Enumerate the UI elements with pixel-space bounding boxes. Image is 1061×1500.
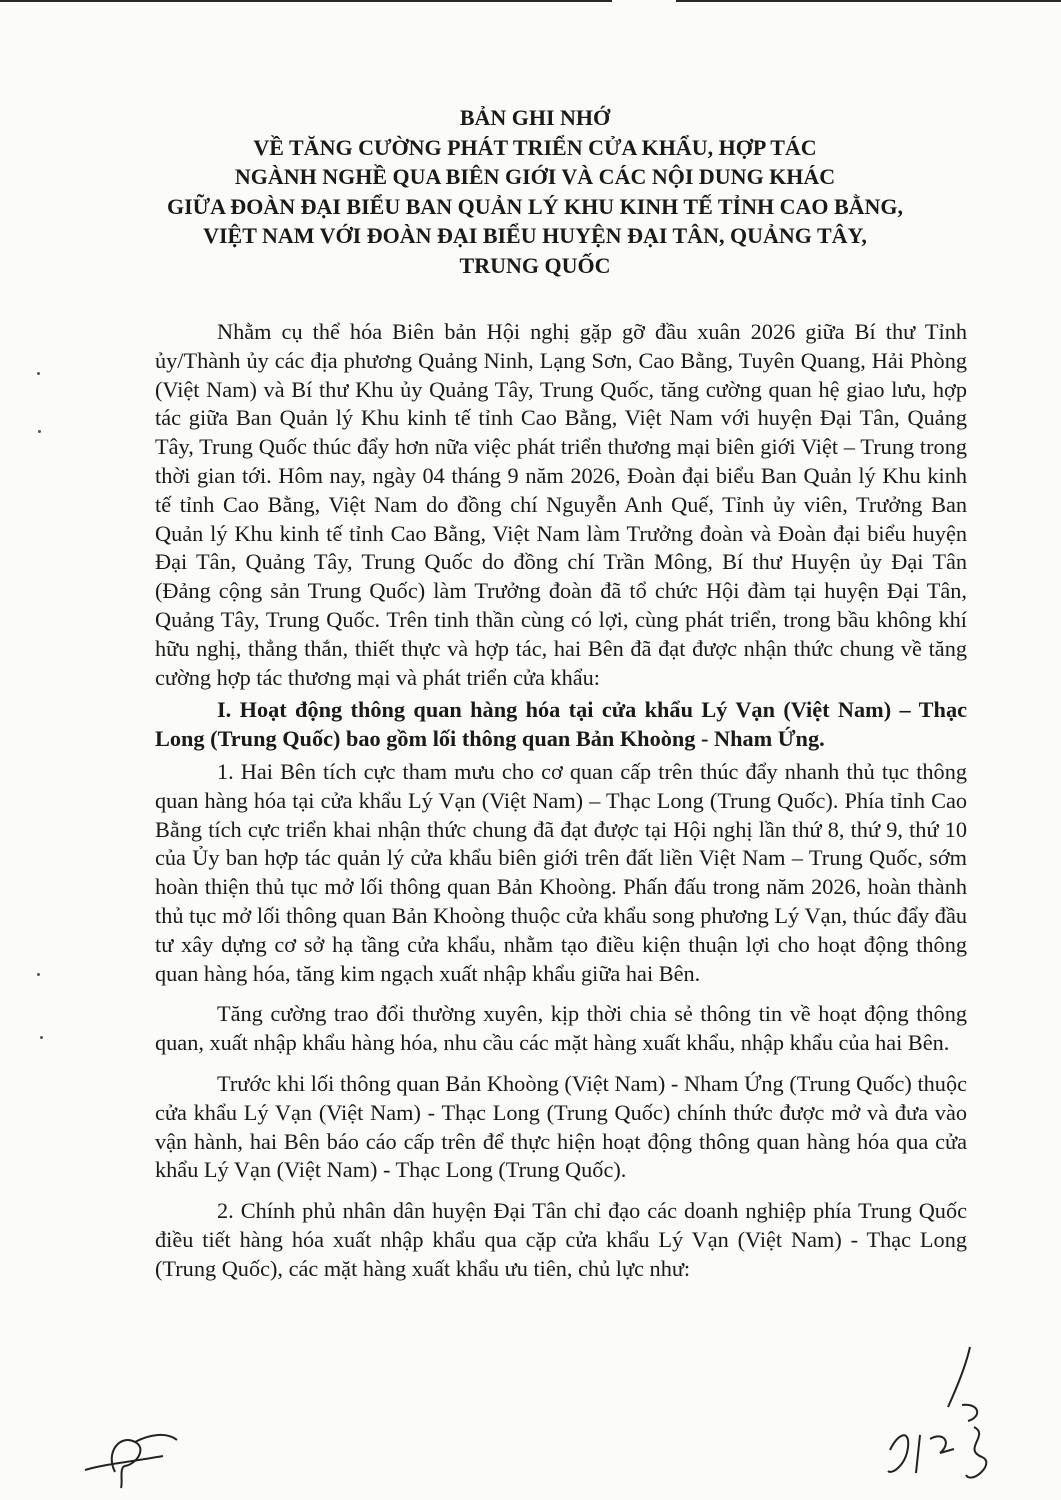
scan-speck xyxy=(38,430,41,433)
title-line-6: TRUNG QUỐC xyxy=(459,252,611,278)
document-title xyxy=(140,103,930,280)
item-paragraph-continued: Tăng cường trao đổi thường xuyên, kịp thời chia sẻ thông tin về hoạt động thông quan, xuất nhập khẩu hàng hóa, nhu cầu các mặt hàng xuất khẩu, nhập khẩu của hai Bên. xyxy=(155,1001,967,1056)
initials-mark-right xyxy=(870,1345,1000,1495)
initials-mark-left xyxy=(75,1412,185,1492)
intro-paragraph: Nhằm cụ thể hóa Biên bản Hội nghị gặp gỡ đầu xuân 2026 giữa Bí thư Tỉnh ủy/Thành ủy các địa phương Quảng Ninh, Lạng Sơn, Cao Bằng, Tuyên Quang, Hải Phòng (Việt Nam) và Bí thư Khu ủy Quảng Tây, Trung Quốc, tăng cường quan hệ giao lưu, hợp tác giữa Ban Quản lý Khu kinh tế tỉnh Cao Bằng, Việt Nam với huyện Đại Tân, Quảng Tây, Trung Quốc thúc đẩy hơn nữa việc phát triển thương mại biên giới Việt – Trung trong thời gian tới. Hôm nay, ngày 04 tháng 9 năm 2026, Đoàn đại biểu Ban Quản lý Khu kinh tế tỉnh Cao Bằng, Việt Nam do đồng chí Nguyễn Anh Quế, Tỉnh ủy viên, Trưởng Ban Quản lý Khu kinh tế tỉnh Cao Bằng, Việt Nam làm Trưởng đoàn và Đoàn đại biểu huyện Đại Tân, Quảng Tây, Trung Quốc do đồng chí Trần Mông, Bí thư Huyện ủy Đại Tân (Đảng cộng sản Trung Quốc) làm Trưởng đoàn đã tổ chức Hội đàm tại huyện Đại Tân, Quảng Tây, Trung Quốc. Trên tinh thần cùng có lợi, cùng phát triển, trong bầu không khí hữu nghị, thẳng thắn, thiết thực và hợp tác, hai Bên đã đạt được nhận thức chung về tăng cường hợp tác thương mại và phát triển cửa khẩu: xyxy=(155,319,967,690)
scan-border-top-left xyxy=(0,0,612,2)
item-paragraph: 1. Hai Bên tích cực tham mưu cho cơ quan cấp trên thúc đẩy nhanh thủ tục thông quan hàng hóa tại cửa khẩu Lý Vạn (Việt Nam) – Thạc Long (Trung Quốc). Phía tỉnh Cao Bằng tích cực triển khai nhận thức chung đã đạt được tại Hội nghị lần thứ 8, thứ 9, thứ 10 của Ủy ban hợp tác quản lý cửa khẩu biên giới trên đất liền Việt Nam – Trung Quốc, sớm hoàn thiện thủ tục mở lối thông quan Bản Khoòng. Phấn đấu trong năm 2026, hoàn thành thủ tục mở lối thông quan Bản Khoòng thuộc cửa khẩu song phương Lý Vạn, thúc đẩy đầu tư xây dựng cơ sở hạ tầng cửa khẩu, nhằm tạo điều kiện thuận lợi cho hoạt động thông quan hàng hóa, tăng kim ngạch xuất nhập khẩu giữa hai Bên. xyxy=(155,758,967,986)
item-paragraph: 2. Chính phủ nhân dân huyện Đại Tân chỉ đạo các doanh nghiệp phía Trung Quốc điều tiết hàng hóa xuất nhập khẩu qua cặp cửa khẩu Lý Vạn (Việt Nam) - Thạc Long (Trung Quốc), các mặt hàng xuất khẩu ưu tiên, chủ lực như: xyxy=(155,1198,967,1281)
title-line-2: VỀ TĂNG CƯỜNG PHÁT TRIỂN CỬA KHẨU, HỢP TÁC xyxy=(253,134,817,160)
title-line-1: BẢN GHI NHỚ xyxy=(459,105,611,130)
scan-speck xyxy=(37,372,40,375)
title-line-4: GIỮA ĐOÀN ĐẠI BIỂU BAN QUẢN LÝ KHU KINH TẾ TỈNH CAO BẰNG, xyxy=(166,193,904,219)
title-line-3: NGÀNH NGHỀ QUA BIÊN GIỚI VÀ CÁC NỘI DUNG KHÁC xyxy=(234,164,836,189)
section-heading: I. Hoạt động thông quan hàng hóa tại cửa khẩu Lý Vạn (Việt Nam) – Thạc Long (Trung Quốc) bao gồm lối thông quan Bản Khoòng - Nham Ứng. xyxy=(155,697,967,752)
scan-speck xyxy=(37,973,40,976)
scan-border-top-right xyxy=(676,0,1061,2)
item-paragraph-continued: Trước khi lối thông quan Bản Khoòng (Việt Nam) - Nham Ứng (Trung Quốc) thuộc cửa khẩu Lý Vạn (Việt Nam) - Thạc Long (Trung Quốc) chính thức được mở và đưa vào vận hành, hai Bên báo cáo cấp trên để thực hiện hoạt động thông quan hàng hóa qua cửa khẩu Lý Vạn (Việt Nam) - Thạc Long (Trung Quốc). xyxy=(155,1070,967,1183)
title-line-5: VIỆT NAM VỚI ĐOÀN ĐẠI BIỂU HUYỆN ĐẠI TÂN, QUẢNG TÂY, xyxy=(203,223,867,248)
document-body xyxy=(155,318,967,1284)
scan-speck xyxy=(40,1036,43,1039)
